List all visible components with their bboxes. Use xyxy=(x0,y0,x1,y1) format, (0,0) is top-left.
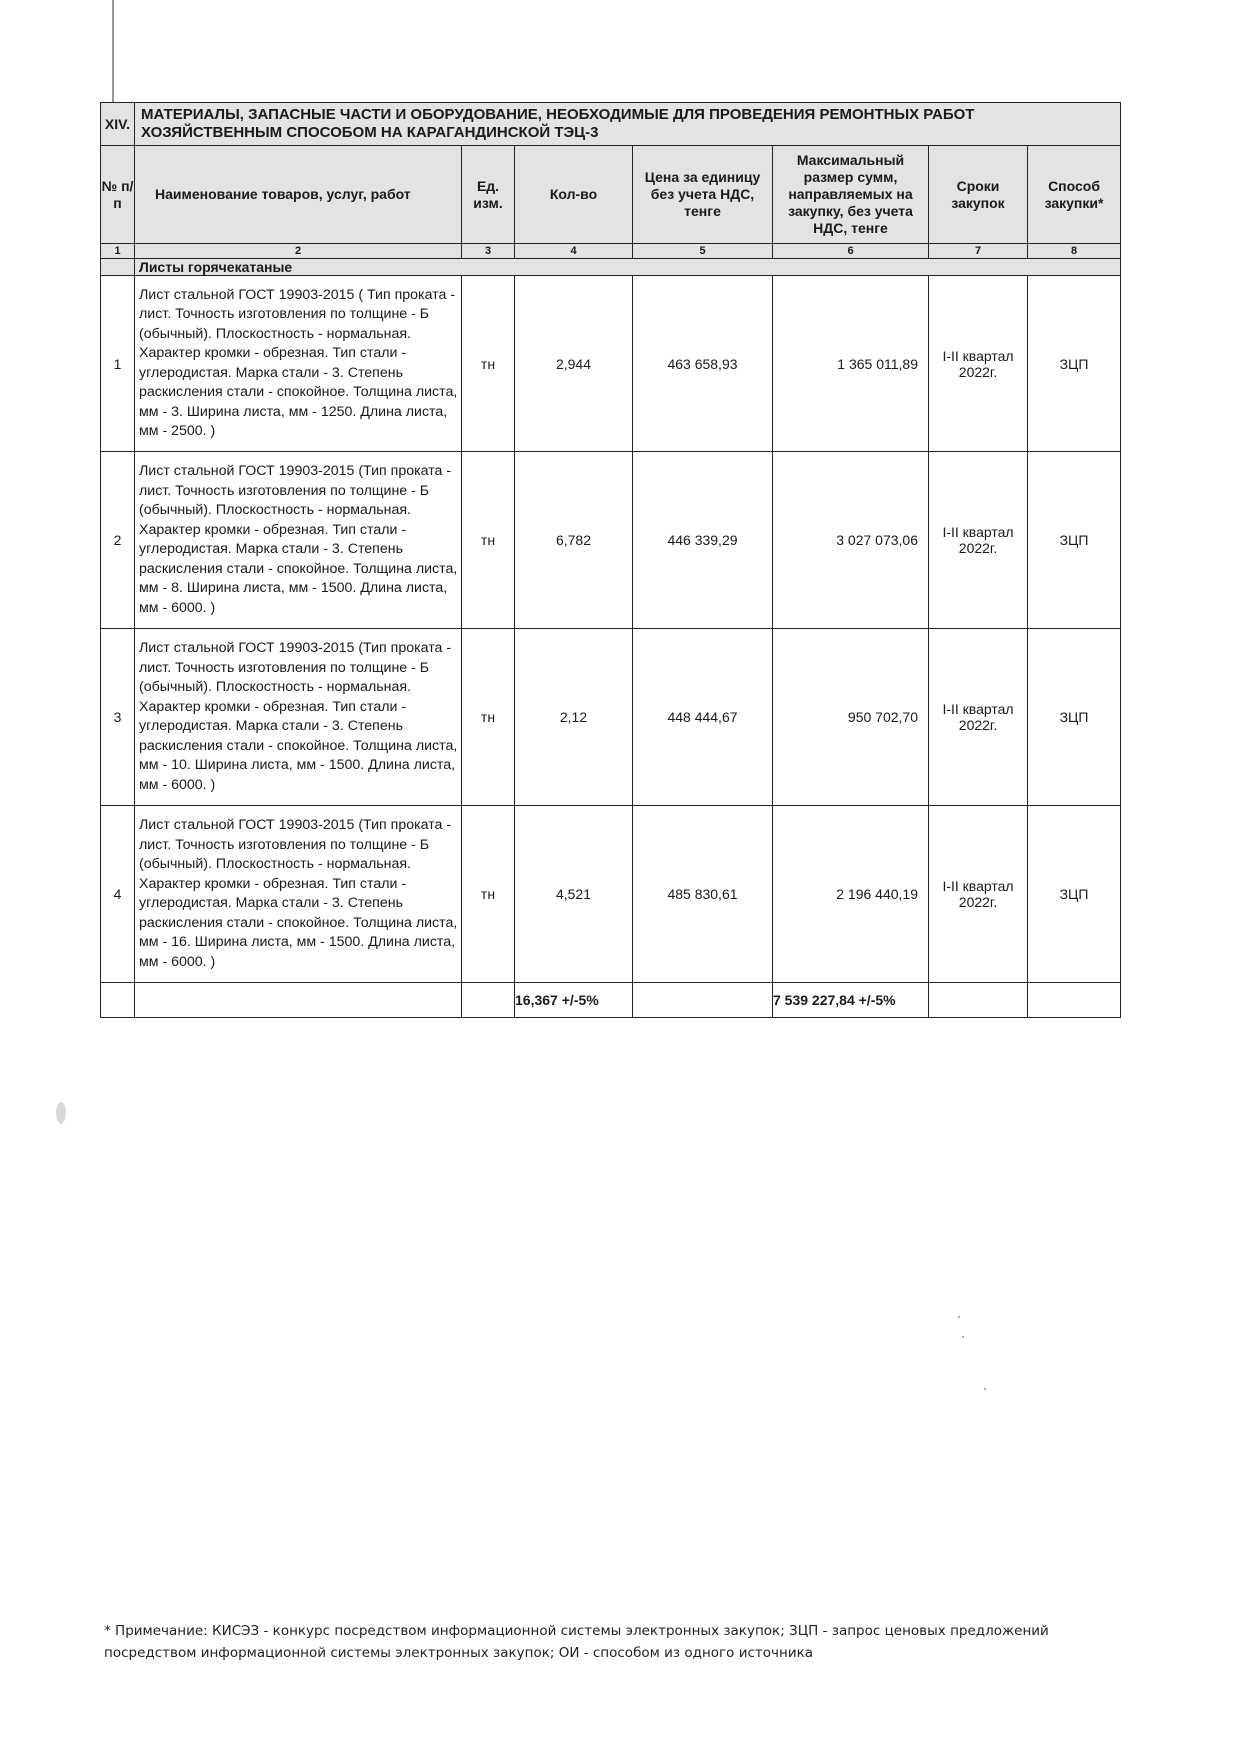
section-number: XIV. xyxy=(101,103,135,146)
totals-empty-cell xyxy=(1028,983,1121,1018)
totals-empty-cell xyxy=(633,983,773,1018)
header-row xyxy=(101,146,1121,244)
row-unit: тн xyxy=(462,276,515,452)
table-row xyxy=(101,276,1121,452)
row-period: I-II квартал 2022г. xyxy=(929,452,1028,629)
row-price: 463 658,93 xyxy=(633,276,773,452)
table-row xyxy=(101,806,1121,983)
row-qty: 2,12 xyxy=(515,629,633,806)
row-max-sum: 1 365 011,89 xyxy=(773,276,929,452)
row-max-sum: 950 702,70 xyxy=(773,629,929,806)
row-method: ЗЦП xyxy=(1028,276,1121,452)
row-unit: тн xyxy=(462,452,515,629)
totals-empty-cell xyxy=(101,983,135,1018)
scan-speck xyxy=(958,1316,960,1318)
row-method: ЗЦП xyxy=(1028,629,1121,806)
column-index: 3 xyxy=(462,244,515,259)
col-header-method: Способ закупки* xyxy=(1028,146,1121,244)
group-title: Листы горячекатаные xyxy=(135,259,1121,276)
row-name: Лист стальной ГОСТ 19903-2015 (Тип проката - лист. Точность изготовления по толщине - Б (обычный). Плоскостность - нормальная. Характер кромки - обрезная. Тип стали - углеродистая. Марка стали - 3. Степень раскисления стали - спокойное. Толщина листа, мм - 16. Ширина листа, мм - 1500. Длина листа, мм - 6000. ) xyxy=(135,806,462,983)
table-row xyxy=(101,452,1121,629)
col-header-period: Сроки закупок xyxy=(929,146,1028,244)
column-index: 1 xyxy=(101,244,135,259)
row-name: Лист стальной ГОСТ 19903-2015 (Тип проката - лист. Точность изготовления по толщине - Б (обычный). Плоскостность - нормальная. Характер кромки - обрезная. Тип стали - углеродистая. Марка стали - 3. Степень раскисления стали - спокойное. Толщина листа, мм - 8. Ширина листа, мм - 1500. Длина листа, мм - 6000. ) xyxy=(135,452,462,629)
col-header-price: Цена за единицу без учета НДС, тенге xyxy=(633,146,773,244)
group-empty-cell xyxy=(101,259,135,276)
row-num: 1 xyxy=(101,276,135,452)
row-price: 485 830,61 xyxy=(633,806,773,983)
col-header-name: Наименование товаров, услуг, работ xyxy=(135,146,462,244)
total-max-sum: 7 539 227,84 +/-5% xyxy=(773,983,929,1018)
totals-empty-cell xyxy=(462,983,515,1018)
column-index: 2 xyxy=(135,244,462,259)
table-row xyxy=(101,629,1121,806)
column-index: 7 xyxy=(929,244,1028,259)
col-header-qty: Кол-во xyxy=(515,146,633,244)
column-index: 6 xyxy=(773,244,929,259)
row-num: 4 xyxy=(101,806,135,983)
section-title: МАТЕРИАЛЫ, ЗАПАСНЫЕ ЧАСТИ И ОБОРУДОВАНИЕ, НЕОБХОДИМЫЕ ДЛЯ ПРОВЕДЕНИЯ РЕМОНТНЫХ РАБОТ ХОЗЯЙСТВЕННЫМ СПОСОБОМ НА КАРАГАНДИНСКОЙ ТЭЦ-3 xyxy=(135,103,1121,146)
row-num: 3 xyxy=(101,629,135,806)
row-qty: 2,944 xyxy=(515,276,633,452)
row-name: Лист стальной ГОСТ 19903-2015 ( Тип проката - лист. Точность изготовления по толщине - Б (обычный). Плоскостность - нормальная. Характер кромки - обрезная. Тип стали - углеродистая. Марка стали - 3. Степень раскисления стали - спокойное. Толщина листа, мм - 3. Ширина листа, мм - 1250. Длина листа, мм - 2500. ) xyxy=(135,276,462,452)
column-index: 4 xyxy=(515,244,633,259)
row-method: ЗЦП xyxy=(1028,806,1121,983)
row-price: 446 339,29 xyxy=(633,452,773,629)
scan-speck xyxy=(984,1388,986,1390)
col-header-unit: Ед. изм. xyxy=(462,146,515,244)
total-qty: 16,367 +/-5% xyxy=(515,983,633,1018)
group-row xyxy=(101,259,1121,276)
row-num: 2 xyxy=(101,452,135,629)
row-max-sum: 2 196 440,19 xyxy=(773,806,929,983)
row-method: ЗЦП xyxy=(1028,452,1121,629)
col-header-num: № п/п xyxy=(101,146,135,244)
row-unit: тн xyxy=(462,629,515,806)
totals-row xyxy=(101,983,1121,1018)
row-period: I-II квартал 2022г. xyxy=(929,276,1028,452)
scan-mark xyxy=(56,1102,66,1124)
row-qty: 6,782 xyxy=(515,452,633,629)
footnote: * Примечание: КИСЭЗ - конкурс посредством информационной системы электронных закупок; ЗЦП - запрос ценовых предложений посредством информационной системы электронных закупок; ОИ - способом из одного источника xyxy=(104,1623,1049,1661)
section-title-row xyxy=(101,103,1121,146)
row-name: Лист стальной ГОСТ 19903-2015 (Тип проката - лист. Точность изготовления по толщине - Б (обычный). Плоскостность - нормальная. Характер кромки - обрезная. Тип стали - углеродистая. Марка стали - 3. Степень раскисления стали - спокойное. Толщина листа, мм - 10. Ширина листа, мм - 1500. Длина листа, мм - 6000. ) xyxy=(135,629,462,806)
row-price: 448 444,67 xyxy=(633,629,773,806)
row-period: I-II квартал 2022г. xyxy=(929,806,1028,983)
totals-empty-cell xyxy=(135,983,462,1018)
row-unit: тн xyxy=(462,806,515,983)
column-index: 5 xyxy=(633,244,773,259)
column-index-row xyxy=(101,244,1121,259)
row-qty: 4,521 xyxy=(515,806,633,983)
col-header-max-sum: Максимальный размер сумм, направляемых на закупку, без учета НДС, тенге xyxy=(773,146,929,244)
materials-table xyxy=(100,102,1121,1018)
totals-empty-cell xyxy=(929,983,1028,1018)
row-max-sum: 3 027 073,06 xyxy=(773,452,929,629)
column-index: 8 xyxy=(1028,244,1121,259)
row-period: I-II квартал 2022г. xyxy=(929,629,1028,806)
scan-speck xyxy=(962,1336,964,1338)
